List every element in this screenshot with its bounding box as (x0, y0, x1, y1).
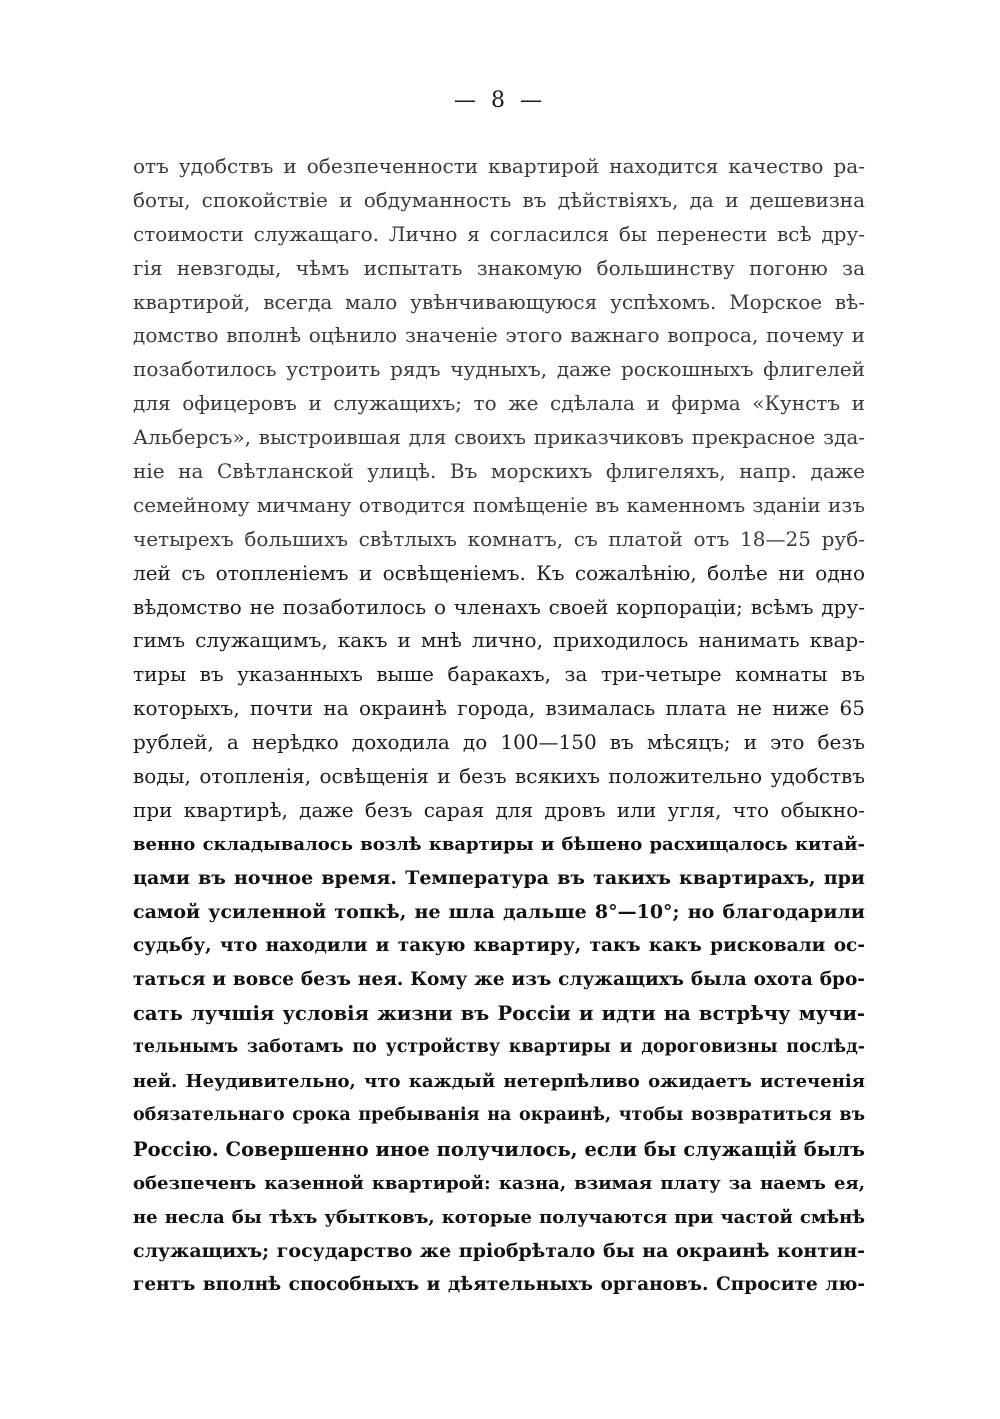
text-line: судьбу, что находили и такую квартиру, такъ какъ рисковали ос- (133, 935, 865, 957)
text-line: семейному мичману отводится помѣщеніе въ каменномъ зданіи изъ (133, 492, 865, 517)
text-line: воды, отопленія, освѣщенія и безъ всякихъ положительно удобствъ (133, 764, 865, 789)
body-text (133, 150, 865, 1302)
text-line: венно складывалось возлѣ квартиры и бѣшено расхищалось китай- (133, 833, 865, 855)
text-line: ніе на Свѣтланской улицѣ. Въ морскихъ флигеляхъ, напр. даже (133, 459, 865, 484)
text-line: таться и вовсе безъ нея. Кому же изъ служащихъ была охота бро- (133, 969, 865, 991)
text-line: рублей, а нерѣдко доходила до 100—150 въ мѣсяцъ; и это безъ (133, 730, 865, 755)
text-line: обезпеченъ казенной квартирой: казна, взимая плату за наемъ ея, (133, 1172, 865, 1194)
text-line: домство вполнѣ оцѣнило значеніе этого важнаго вопроса, почему и (133, 323, 865, 348)
text-line: четырехъ большихъ свѣтлыхъ комнатъ, съ платой отъ 18—25 руб- (133, 526, 865, 551)
text-line: квартирой, всегда мало увѣнчивающуюся успѣхомъ. Морское вѣ- (133, 289, 865, 314)
text-line: Россію. Совершенно иное получилось, если бы служащій былъ (133, 1137, 865, 1161)
text-line: гентъ вполнѣ способныхъ и дѣятельныхъ органовъ. Спросите лю- (133, 1274, 865, 1296)
text-line: при квартирѣ, даже безъ сарая для дровъ или угля, что обыкно- (133, 797, 865, 822)
text-line: не несла бы тѣхъ убытковъ, которые получаются при частой смѣнѣ (133, 1206, 865, 1228)
text-line: вѣдомство не позаботилось о членахъ своей корпораціи; всѣмъ дру- (133, 594, 865, 619)
text-line: тиры въ указанныхъ выше баракахъ, за три-четыре комнаты въ (133, 662, 865, 687)
text-line: которыхъ, почти на окраинѣ города, взималась плата не ниже 65 (133, 696, 865, 721)
text-line: для офицеровъ и служащихъ; то же сдѣлала и фирма «Кунстъ и (133, 391, 865, 416)
text-line: цами въ ночное время. Температура въ такихъ квартирахъ, при (133, 866, 865, 889)
text-line: лей съ отопленіемъ и освѣщеніемъ. Къ сожалѣнію, болѣе ни одно (133, 560, 865, 585)
page-number: — 8 — (454, 88, 546, 113)
text-line: ней. Неудивительно, что каждый нетерпѣливо ожидаетъ истеченія (133, 1071, 865, 1093)
text-line: обязательнаго срока пребыванія на окраинѣ, чтобы возвратиться въ (133, 1104, 865, 1125)
text-line: Альберсъ», выстроившая для своихъ приказчиковъ прекрасное зда- (133, 425, 865, 450)
text-line: самой усиленной топкѣ, не шла дальше 8°—10°; но благодарили (133, 900, 865, 923)
text-line: стоимости служащаго. Лично я согласился бы перенести всѣ дру- (133, 221, 865, 246)
text-line: сать лучшія условія жизни въ Россіи и идти на встрѣчу мучи- (133, 1002, 865, 1026)
text-line: отъ удобствъ и обезпеченности квартирой находится качество ра- (133, 154, 865, 178)
text-line: боты, спокойствіе и обдуманность въ дѣйствіяхъ, да и дешевизна (133, 187, 865, 212)
text-line: служащихъ; государство же пріобрѣтало бы на окраинѣ контин- (133, 1239, 865, 1262)
text-line: позаботилось устроить рядъ чудныхъ, даже роскошныхъ флигелей (133, 357, 865, 382)
text-line: тельнымъ заботамъ по устройству квартиры и дороговизны послѣд- (133, 1037, 865, 1058)
text-line: гимъ служащимъ, какъ и мнѣ лично, приходилось нанимать квар- (133, 628, 865, 653)
text-line: гія невзгоды, чѣмъ испытать знакомую большинству погоню за (133, 255, 865, 280)
